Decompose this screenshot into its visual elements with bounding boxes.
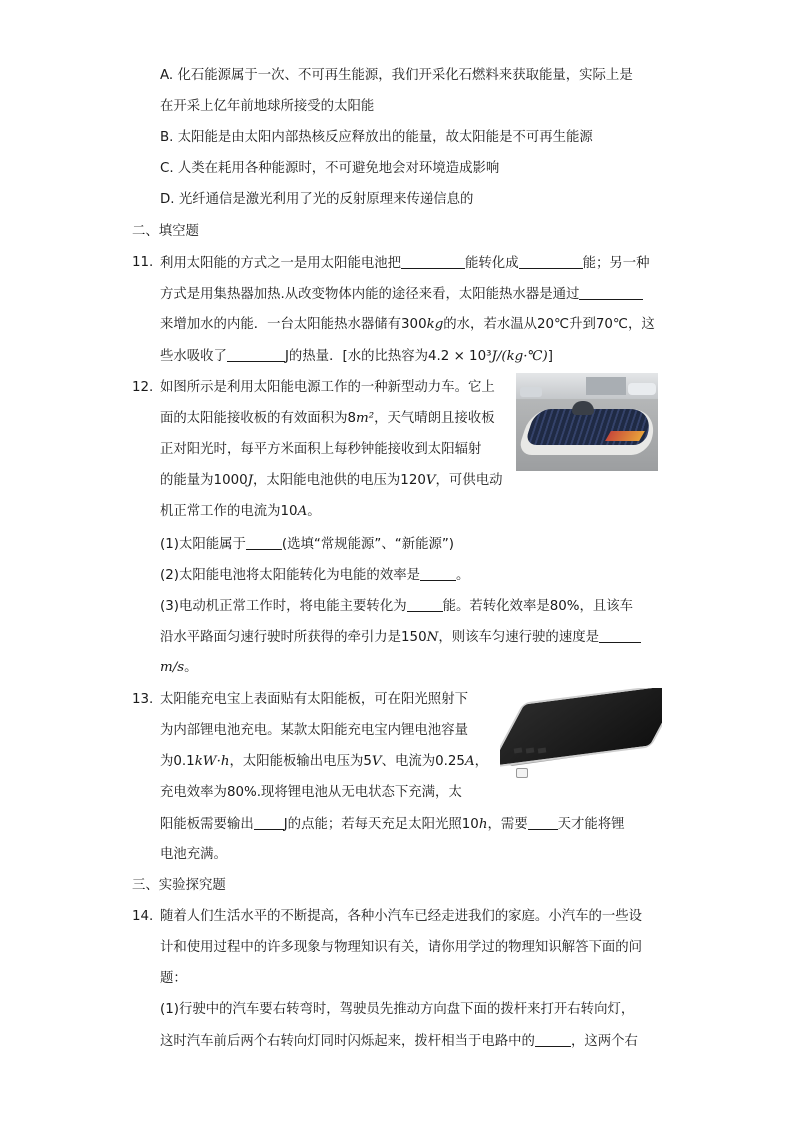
q13-number: 13. <box>132 692 154 707</box>
q11-line2 <box>160 284 643 305</box>
q12-number: 12. <box>132 380 154 395</box>
q14-text: ，这两个右 <box>570 1034 638 1049</box>
q13-line5 <box>160 814 625 835</box>
answer-blank[interactable] <box>420 565 456 581</box>
q12-sub3-line3 <box>160 658 197 678</box>
q12-text: (选填“常规能源”、“新能源”) <box>281 537 455 552</box>
q12-text: 。 <box>456 568 470 583</box>
q14-line2: 计和使用过程中的许多现象与物理知识有关，请你用学过的物理知识解答下面的问 <box>160 940 643 955</box>
q12-line2 <box>160 409 495 429</box>
q14-line5 <box>160 1031 638 1052</box>
unit: h <box>478 817 488 832</box>
q12-text: ，太阳能电池供的电压为120 <box>253 473 426 488</box>
q12-text: ，可供电动 <box>435 473 503 488</box>
q12-text: 面的太阳能接收板的有效面积为8 <box>160 411 356 426</box>
section-experiment-heading: 三、实验探究题 <box>132 878 226 893</box>
q12-text: 。 <box>307 504 321 519</box>
q12-sub1 <box>160 534 454 555</box>
q11-line3 <box>160 315 655 335</box>
q11-number: 11. <box>132 255 154 270</box>
answer-blank[interactable] <box>599 627 641 643</box>
q11-text: J的热量．[水的比热容为4.2 × 10³ <box>284 349 492 364</box>
unit: kg <box>426 317 444 332</box>
q13-text: 阳能板需要输出 <box>160 817 254 832</box>
unit: J/(kg·℃) <box>491 349 548 364</box>
q13-text: ，需要 <box>487 817 528 832</box>
unit: A <box>297 504 308 519</box>
q13-text: ，太阳能板输出电压为5 <box>229 754 372 769</box>
q14-line4: (1)行驶中的汽车要右转弯时，驾驶员先推动方向盘下面的拨杆来打开右转向灯， <box>160 1002 635 1017</box>
q14-number: 14. <box>132 909 154 924</box>
q11-line1 <box>160 253 650 274</box>
unit: m² <box>356 411 375 426</box>
q12-text: 。 <box>184 660 198 675</box>
q12-line5 <box>160 502 321 522</box>
answer-blank[interactable] <box>254 814 284 830</box>
q12-sub2 <box>160 565 469 586</box>
q13-text: 、电流为0.25 <box>381 754 465 769</box>
answer-blank[interactable] <box>519 253 583 269</box>
q10-option-a-line1: A. 化石能源属于一次、不可再生能源，我们开采化石燃料来获取能量，实际上是 <box>160 68 633 83</box>
unit: m/s <box>160 660 185 675</box>
unit: kW·h <box>194 754 230 769</box>
q10-option-c: C. 人类在耗用各种能源时，不可避免地会对环境造成影响 <box>160 161 500 176</box>
q13-text: J的点能；若每天充足太阳光照10 <box>283 817 479 832</box>
q12-text: (3)电动机正常工作时，将电能主要转化为 <box>160 599 407 614</box>
solar-car-image <box>516 373 658 471</box>
solar-power-bank-image <box>500 688 662 780</box>
q13-text: 天才能将锂 <box>557 817 625 832</box>
q11-text: 方式是用集热器加热.从改变物体内能的途径来看，太阳能热水器是通过 <box>160 287 580 302</box>
q12-line3: 正对阳光时，每平方米面积上每秒钟能接收到太阳辐射 <box>160 442 482 457</box>
q12-sub3-line2 <box>160 627 641 648</box>
q12-text: 机正常工作的电流为10 <box>160 504 298 519</box>
q12-text: 沿水平路面匀速行驶时所获得的牵引力是150 <box>160 630 427 645</box>
q13-line4: 充电效率为80%.现将锂电池从无电状态下充满，太 <box>160 785 462 800</box>
q12-sub3 <box>160 596 633 617</box>
q13-line2: 为内部锂电池充电。某款太阳能充电宝内锂电池容量 <box>160 723 468 738</box>
q12-text: 的能量为1000 <box>160 473 248 488</box>
q11-text: 些水吸收了 <box>160 349 227 364</box>
q13-text: ， <box>474 754 489 769</box>
unit: V <box>371 754 382 769</box>
q13-line3 <box>160 752 488 772</box>
unit: J <box>247 473 254 488</box>
unit: A <box>464 754 475 769</box>
q13-line1: 太阳能充电宝上表面贴有太阳能板，可在阳光照射下 <box>160 692 468 707</box>
q10-option-a-line2: 在开采上亿年前地球所接受的太阳能 <box>160 99 375 114</box>
q14-line3: 题： <box>160 971 187 986</box>
q13-line6: 电池充满。 <box>160 847 227 862</box>
answer-blank[interactable] <box>535 1031 571 1047</box>
q11-text: 利用太阳能的方式之一是用太阳能电池把 <box>160 256 402 271</box>
answer-blank[interactable] <box>579 284 643 300</box>
q11-text: 能转化成 <box>465 256 519 271</box>
q14-line1: 随着人们生活水平的不断提高，各种小汽车已经走进我们的家庭。小汽车的一些设 <box>160 909 643 924</box>
q10-option-d: D. 光纤通信是激光利用了光的反射原理来传递信息的 <box>160 192 474 207</box>
answer-blank[interactable] <box>401 253 465 269</box>
q11-text: 来增加水的内能．一台太阳能热水器储有300 <box>160 317 427 332</box>
q14-text: 这时汽车前后两个右转向灯同时闪烁起来，拨杆相当于电路中的 <box>160 1034 535 1049</box>
q12-text: (1)太阳能属于 <box>160 537 246 552</box>
q12-line4 <box>160 471 503 491</box>
unit: V <box>425 473 436 488</box>
q13-text: 为0.1 <box>160 754 195 769</box>
section-fill-in-heading: 二、填空题 <box>132 224 199 239</box>
q12-text: (2)太阳能电池将太阳能转化为电能的效率是 <box>160 568 420 583</box>
q11-text: 能；另一种 <box>582 256 650 271</box>
q12-text: ，则该车匀速行驶的速度是 <box>438 630 599 645</box>
answer-blank[interactable] <box>528 814 558 830</box>
q12-line1: 如图所示是利用太阳能电源工作的一种新型动力车。它上 <box>160 380 495 395</box>
answer-blank[interactable] <box>246 534 282 550</box>
q11-line4 <box>160 346 553 367</box>
answer-blank[interactable] <box>227 346 285 362</box>
q11-text: 的水，若水温从20℃升到70℃，这 <box>443 317 655 332</box>
unit: N <box>426 630 439 645</box>
q10-option-b: B. 太阳能是由太阳内部热核反应释放出的能量，故太阳能是不可再生能源 <box>160 130 593 145</box>
q12-text: ，天气晴朗且接收板 <box>374 411 495 426</box>
q11-text: ] <box>547 349 553 364</box>
answer-blank[interactable] <box>407 596 443 612</box>
q12-text: 能。若转化效率是80%，且该车 <box>442 599 634 614</box>
